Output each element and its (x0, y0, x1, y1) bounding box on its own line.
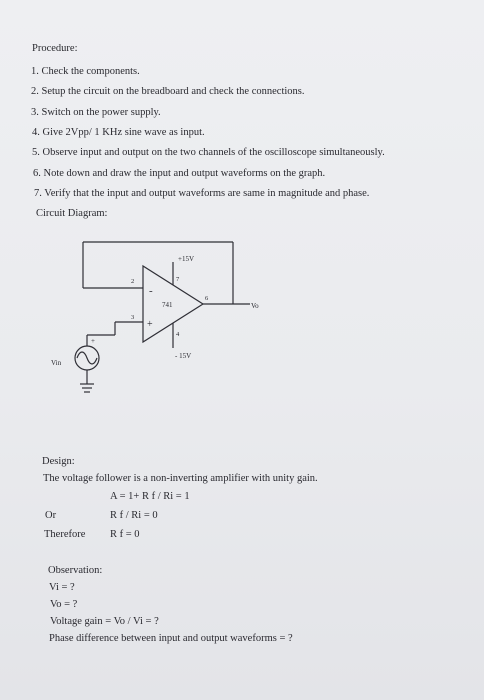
vee-label: - 15V (175, 352, 192, 360)
procedure-step-7: 7. Verify that the input and output waveforms are same in magnitude and phase. (34, 188, 370, 199)
design-therefore-label: Therefore (44, 529, 86, 540)
design-equation-3: R f = 0 (110, 529, 140, 540)
ic-label: 741 (162, 301, 173, 309)
observation-phase: Phase difference between input and output waveforms = ? (49, 633, 293, 644)
vin-label: Vin (51, 359, 62, 367)
observation-gain: Voltage gain = Vo / Vi = ? (50, 616, 159, 627)
observation-heading: Observation: (48, 565, 103, 576)
pin-6-label: 6 (205, 295, 209, 302)
procedure-step-3: 3. Switch on the power supply. (31, 107, 161, 118)
procedure-step-6: 6. Note down and draw the input and output waveforms on the graph. (33, 168, 326, 179)
design-text: The voltage follower is a non-inverting amplifier with unity gain. (43, 473, 318, 484)
procedure-step-1: 1. Check the components. (31, 66, 140, 77)
vo-label: Vo (251, 302, 259, 310)
vcc-label: +15V (178, 255, 195, 263)
procedure-step-5: 5. Observe input and output on the two channels of the oscilloscope simultaneously. (32, 147, 385, 158)
design-equation-1: A = 1+ R f / Ri = 1 (110, 491, 190, 502)
pin-7-label: 7 (176, 276, 180, 283)
procedure-step-2: 2. Setup the circuit on the breadboard and check the connections. (31, 86, 305, 97)
voltage-follower-circuit (40, 228, 300, 418)
source-plus-label: + (91, 337, 95, 345)
sine-wave-icon (77, 352, 97, 364)
non-inverting-sign: + (147, 319, 153, 330)
pin-3-label: 3 (131, 314, 135, 321)
pin-2-label: 2 (131, 278, 135, 285)
observation-vi: Vi = ? (49, 582, 75, 593)
inverting-sign: - (149, 285, 153, 297)
design-equation-2: R f / Ri = 0 (110, 510, 158, 521)
procedure-heading: Procedure: (32, 43, 78, 54)
procedure-step-4: 4. Give 2Vpp/ 1 KHz sine wave as input. (32, 127, 205, 138)
circuit-heading: Circuit Diagram: (36, 208, 108, 219)
design-heading: Design: (42, 456, 75, 467)
observation-vo: Vo = ? (50, 599, 78, 610)
design-or-label: Or (45, 510, 57, 521)
pin-4-label: 4 (176, 331, 180, 338)
